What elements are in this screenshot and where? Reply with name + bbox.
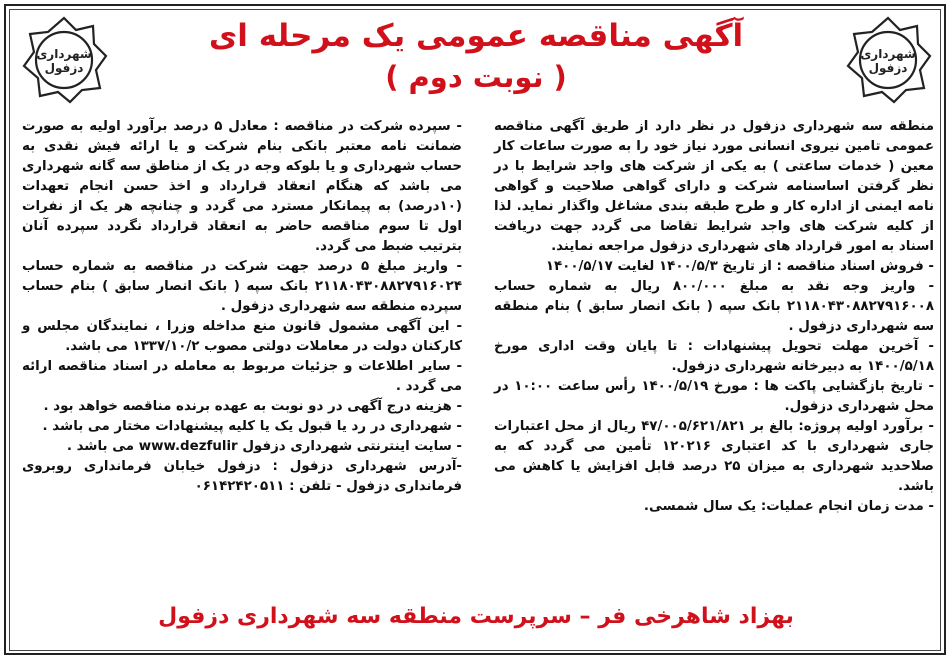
paragraph: - هزینه درج آگهی در دو نوبت به عهده برنده مناقصه خواهد بود . [43, 399, 462, 414]
svg-text:دزفول: دزفول [44, 61, 84, 75]
left-column [22, 117, 462, 497]
paragraph: - برآورد اولیه پروژه: بالغ بر ۴۷/۰۰۵/۶۲۱/۸۲۱ ریال از محل اعتبارات جاری شهرداری با کد اعتباری ۱۲۰۲۱۶ تأمین می گردد که به صلاحدید شهرداری به میزان ۲۵ درصد قابل افزایش یا کاهش می باشد. [494, 419, 934, 494]
signature-line: بهزاد شاهرخی فر – سرپرست منطقه سه شهرداری دزفول [158, 604, 794, 629]
paragraph: - سایت اینترنتی شهرداری دزفول www.dezfulir می باشد . [66, 439, 462, 454]
svg-text:دزفول: دزفول [868, 61, 908, 75]
municipality-seal-icon [842, 14, 934, 106]
paragraph: - شهرداری در رد یا قبول یک یا کلیه پیشنهادات مختار می باشد . [42, 419, 462, 434]
svg-text:شهرداری: شهرداری [860, 47, 916, 61]
paragraph: - سایر اطلاعات و جزئیات مربوط به معامله در اسناد مناقصه ارائه می گردد . [22, 359, 462, 394]
paragraph: - سپرده شرکت در مناقصه : معادل ۵ درصد برآورد اولیه به صورت ضمانت نامه معتبر بانکی بنام شرکت و یا ارائه فیش نقدی به حساب شهرداری و یا بلوکه وجه در یک از مناطق سه گانه شهرداری می باشد که هنگام انعقاد قرارداد و اخذ حسن انجام تعهدات (۱۰درصد) به پیمانکار مسترد می گردد و چنانچه هر یک از نفرات اول تا سوم مناقصه حاضر به انعقاد قرارداد نگردد سپرده آنان بترتیب ضبط می گردد. [22, 119, 462, 254]
paragraph: - مدت زمان انجام عملیات: یک سال شمسی. [643, 499, 934, 514]
paragraph: -آدرس شهرداری دزفول : دزفول خیابان فرمانداری روبروی فرمانداری دزفول - تلفن : ۰۶۱۴۲۴۲۰۵۱۱ [22, 459, 462, 494]
paragraph: - این آگهی مشمول قانون منع مداخله وزرا ، نمایندگان مجلس و کارکنان دولت در معاملات دولتی مصوب ۱۳۳۷/۱۰/۲ می باشد. [22, 319, 462, 354]
page-subtitle: ( نوبت دوم ) [385, 60, 567, 94]
paragraph: - فروش اسناد مناقصه : از تاریخ ۱۴۰۰/۵/۳ لغایت ۱۴۰۰/۵/۱۷ [545, 259, 934, 274]
paragraph: - آخرین مهلت تحویل پیشنهادات : تا پایان وقت اداری مورخ ۱۴۰۰/۵/۱۸ به دبیرخانه شهرداری دزفول. [494, 339, 934, 374]
paragraph: - واریز وجه نقد به مبلغ ۸۰۰/۰۰۰ ریال به شماره حساب ۲۱۱۸۰۴۳۰۸۸۲۷۹۱۶۰۰۸ بانک سپه ( بانک انصار سابق ) بنام منطقه سه شهرداری دزفول . [494, 279, 934, 334]
svg-text:شهرداری: شهرداری [36, 47, 92, 61]
municipality-seal-icon [18, 14, 110, 106]
paragraph: - واریز مبلغ ۵ درصد جهت شرکت در مناقصه به شماره حساب ۲۱۱۸۰۴۳۰۸۸۲۷۹۱۶۰۲۴ بانک سپه ( بانک انصار سابق ) بنام حساب سپرده منطقه سه شهرداری دزفول . [22, 259, 462, 314]
paragraph: - تاریخ بازگشایی پاکت ها : مورخ ۱۴۰۰/۵/۱۹ رأس ساعت ۱۰:۰۰ در محل شهرداری دزفول. [494, 379, 934, 414]
paragraph: منطقه سه شهرداری دزفول در نظر دارد از طریق آگهی مناقصه عمومی تامین نیروی انسانی مورد نیاز خود را به صورت ساعات کار معین ( خدمات ساعتی ) به یکی از شرکت های واجد شرایط با در نظر گرفتن اساسنامه شرکت و دارای گواهی صلاحیت و گواهی نامه ایمنی از اداره کار و طرح طبقه بندی مشاغل واگذار نماید. لذا از کلیه شرکت های واجد شرایط تقاضا می گردد جهت دریافت اسناد به امور قرارداد های شهرداری دزفول مراجعه نمایند. [494, 119, 934, 254]
right-column [494, 117, 934, 517]
page-title: آگهی مناقصه عمومی یک مرحله ای [208, 18, 744, 54]
